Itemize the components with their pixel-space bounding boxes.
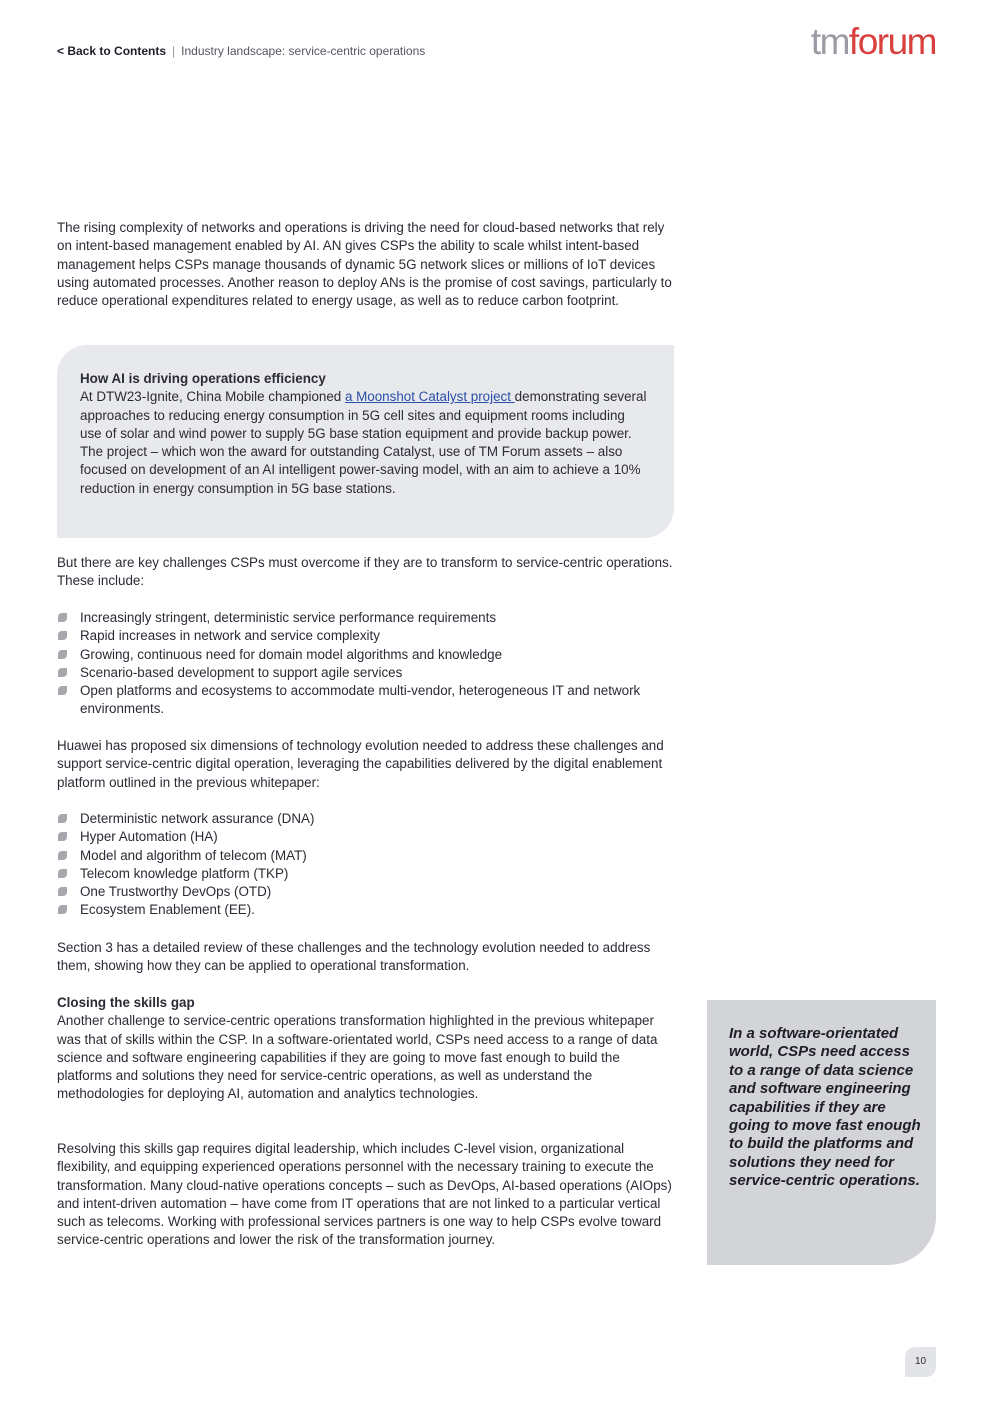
list-item-text: Scenario-based development to support agile services [80, 664, 403, 680]
list-item [57, 901, 673, 919]
list-item-text: One Trustworthy DevOps (OTD) [80, 884, 272, 900]
list-item [57, 609, 673, 627]
list-item-text: Growing, continuous need for domain model algorithms and knowledge [80, 646, 503, 662]
bullet-icon [58, 650, 67, 659]
list-item-text: Increasingly stringent, deterministic service performance requirements [80, 610, 497, 625]
list-item [57, 664, 673, 682]
tmforum-logo [811, 22, 936, 62]
leadership-text: Resolving this skills gap requires digital leadership, which includes C-level vision, organizational flexibility, and equipping experienced operations personnel with the necessary training to execute the transformation. Many cloud-native operations concepts – such as DevOps, AI-based operations (AIOps) and intent-driven automation – have come from IT operations that are not linked to a particular vertical such as telecoms. Working with professional services partners is one way to help CSPs evolve toward service-centric operations and lower the risk of the transformation journey. [57, 1141, 672, 1248]
section3-paragraph [57, 939, 673, 976]
list-item [57, 682, 673, 719]
leadership-paragraph [57, 1140, 673, 1250]
bullet-icon [58, 814, 67, 823]
list-item-text: Hyper Automation (HA) [80, 829, 218, 845]
callout-text-before: At DTW23-Ignite, China Mobile championed [80, 389, 345, 405]
huawei-paragraph [57, 737, 673, 792]
moonshot-catalyst-link[interactable]: a Moonshot Catalyst project [344, 389, 515, 405]
list-item-text: Telecom knowledge platform (TKP) [80, 865, 289, 881]
callout-content [80, 370, 650, 498]
intro-paragraph [57, 219, 673, 310]
logo-forum: forum [848, 21, 936, 62]
page-number: 10 [905, 1347, 936, 1377]
skills-gap-heading: Closing the skills gap [57, 995, 195, 1010]
list-item-text: Model and algorithm of telecom (MAT) [80, 847, 307, 863]
pull-quote [707, 1000, 936, 1265]
huawei-text: Huawei has proposed six dimensions of technology evolution needed to address these challenges and support service-centric digital operation, leveraging the capabilities delivered by the digital enablement platform outlined in the previous whitepaper: [57, 738, 664, 790]
skills-gap-section [57, 994, 673, 1104]
bullet-icon [58, 851, 67, 860]
intro-text: The rising complexity of networks and operations is driving the need for cloud-based networks that rely on intent-based management enabled by AI. AN gives CSPs the ability to scale whilst intent-based management helps CSPs manage thousands of dynamic 5G network slices or millions of IoT devices using automated processes. Another reason to deploy ANs is the promise of cost savings, particularly to reduce operational expenditures related to energy usage, as well as to reduce carbon footprint. [57, 220, 672, 309]
bullet-icon [58, 613, 67, 622]
list-item-text: Ecosystem Enablement (EE). [80, 902, 255, 918]
callout-title: How AI is driving operations efficiency [80, 371, 326, 386]
challenges-intro-text: But there are key challenges CSPs must overcome if they are to transform to service-centric operations. These include: [57, 555, 673, 589]
callout-box [57, 345, 674, 538]
back-to-contents-link[interactable]: < Back to Contents [57, 44, 167, 58]
bullet-icon [58, 887, 67, 896]
bullet-icon [58, 631, 67, 640]
list-item-text: Rapid increases in network and service complexity [80, 628, 380, 644]
bullet-icon [58, 869, 67, 878]
pull-quote-text: In a software-orientated world, CSPs need access to a range of data science and software engineering capabilities if they are going to move fast enough to build the platforms and solutions they need for service-centric operations. [729, 1025, 921, 1190]
skills-gap-text: Another challenge to service-centric operations transformation highlighted in the previous whitepaper was that of skills within the CSP. In a software-orientated world, CSPs need access to a range of data science and software engineering capabilities if they are going to move fast enough to build the platforms and solutions they need for service-centric operations, as well as understand the methodologies for deploying AI, automation and analytics technologies. [57, 1013, 658, 1102]
challenges-list [57, 609, 673, 719]
logo-tm: tm [810, 21, 849, 62]
list-item [57, 883, 673, 901]
list-item-text: Deterministic network assurance (DNA) [80, 811, 315, 826]
list-item [57, 810, 673, 828]
list-item [57, 847, 673, 865]
header [57, 44, 425, 58]
challenges-intro-paragraph [57, 554, 673, 591]
bullet-icon [58, 832, 67, 841]
callout-body [80, 388, 650, 498]
bullet-icon [58, 905, 67, 914]
bullet-icon [58, 686, 67, 695]
list-item-text: Open platforms and ecosystems to accommodate multi-vendor, heterogeneous IT and network environments. [80, 683, 641, 717]
list-item [57, 646, 673, 664]
breadcrumb: Industry landscape: service-centric operations [181, 44, 426, 58]
callout-text-after: demonstrating several approaches to reducing energy consumption in 5G cell sites and equipment rooms including use of solar and wind power to supply 5G base station equipment and provide backup power. The project – which won the award for outstanding Catalyst, use of TM Forum assets – also focused on development of an AI intelligent power-saving model, with an aim to achieve a 10% reduction in energy consumption in 5G base stations. [80, 389, 647, 496]
dimensions-list [57, 810, 673, 920]
list-item [57, 828, 673, 846]
bullet-icon [58, 668, 67, 677]
list-item [57, 627, 673, 645]
breadcrumb-separator: | [172, 44, 176, 58]
section3-text: Section 3 has a detailed review of these challenges and the technology evolution needed to address them, showing how they can be applied to operational transformation. [57, 940, 651, 974]
list-item [57, 865, 673, 883]
